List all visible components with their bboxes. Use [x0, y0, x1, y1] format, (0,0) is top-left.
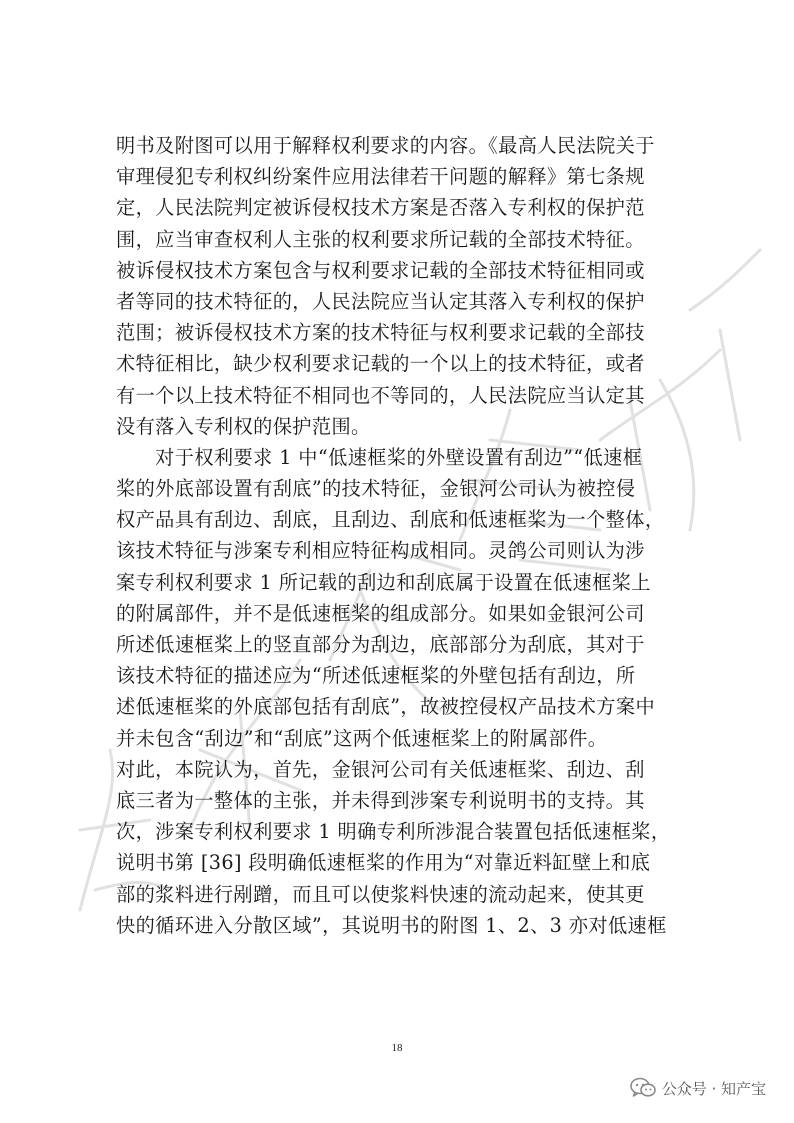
text-line: 被诉侵权技术方案包含与权利要求记载的全部技术特征相同或 — [116, 258, 645, 282]
text-line: 述低速框桨的外底部包括有刮底”，故被控侵权产品技术方案中 — [116, 695, 656, 719]
text-line: 案专利权利要求 1 所记载的刮边和刮底属于设置在低速框桨上 — [116, 570, 651, 594]
text-line: 范围；被诉侵权技术方案的技术特征与权利要求记载的全部技 — [116, 321, 645, 345]
text-line: 权产品具有刮边、刮底，且刮边、刮底和低速框桨为一个整体， — [116, 508, 665, 532]
text-line: 术特征相比，缺少权利要求记载的一个以上的技术特征，或者 — [116, 352, 645, 376]
text-line: 审理侵犯专利权纠纷案件应用法律若干问题的解释》第七条规 — [116, 165, 645, 189]
text-line: 有一个以上技术特征不相同也不等同的，人民法院应当认定其 — [116, 383, 645, 407]
text-line: 底三者为一整体的主张，并未得到涉案专利说明书的支持。其 — [116, 788, 645, 812]
text-line: 定，人民法院判定被诉侵权技术方案是否落入专利权的保护范 — [116, 196, 645, 220]
text-line: 没有落入专利权的保护范围。 — [116, 414, 371, 438]
text-line: 快的循环进入分散区域”，其说明书的附图 1、2、3 亦对低速框 — [116, 913, 667, 937]
body-text — [116, 130, 696, 941]
text-line: 者等同的技术特征的，人民法院应当认定其落入专利权的保护 — [116, 289, 645, 313]
wechat-icon — [630, 1077, 656, 1099]
text-line: 所述低速框桨上的竖直部分为刮边，底部部分为刮底，其对于 — [116, 633, 645, 656]
wechat-account-badge[interactable] — [630, 1073, 766, 1103]
text-line: 桨的外底部设置有刮底”的技术特征，金银河公司认为被控侵 — [116, 477, 636, 501]
text-line: 对于权利要求 1 中“低速框桨的外壁设置有刮边”“低速框 — [116, 445, 643, 469]
text-line: 的附属部件，并不是低速框桨的组成部分。如果如金银河公司 — [116, 601, 645, 625]
wechat-account-label: 公众号 · 知产宝 — [661, 1079, 766, 1098]
text-line: 该技术特征与涉案专利相应特征构成相同。灵鸽公司则认为涉 — [116, 539, 645, 563]
text-line: 围，应当审查权利人主张的权利要求所记载的全部技术特征。 — [116, 227, 645, 251]
page-number: 18 — [391, 1042, 403, 1054]
text-line: 该技术特征的描述应为“所述低速框桨的外壁包括有刮边，所 — [116, 664, 636, 688]
text-line: 对此，本院认为，首先，金银河公司有关低速框桨、刮边、刮 — [116, 757, 645, 781]
text-line: 并未包含“刮边”和“刮底”这两个低速框桨上的附属部件。 — [116, 726, 608, 750]
text-line: 次，涉案专利权利要求 1 明确专利所涉混合装置包括低速框桨， — [116, 820, 671, 844]
text-line: 明书及附图可以用于解释权利要求的内容。《最高人民法院关于 — [116, 134, 655, 157]
text-line: 部的浆料进行剐蹭，而且可以使浆料快速的流动起来，使其更 — [116, 882, 645, 906]
text-line: 说明书第 [36] 段明确低速框桨的作用为“对靠近料缸壁上和底 — [116, 851, 651, 875]
